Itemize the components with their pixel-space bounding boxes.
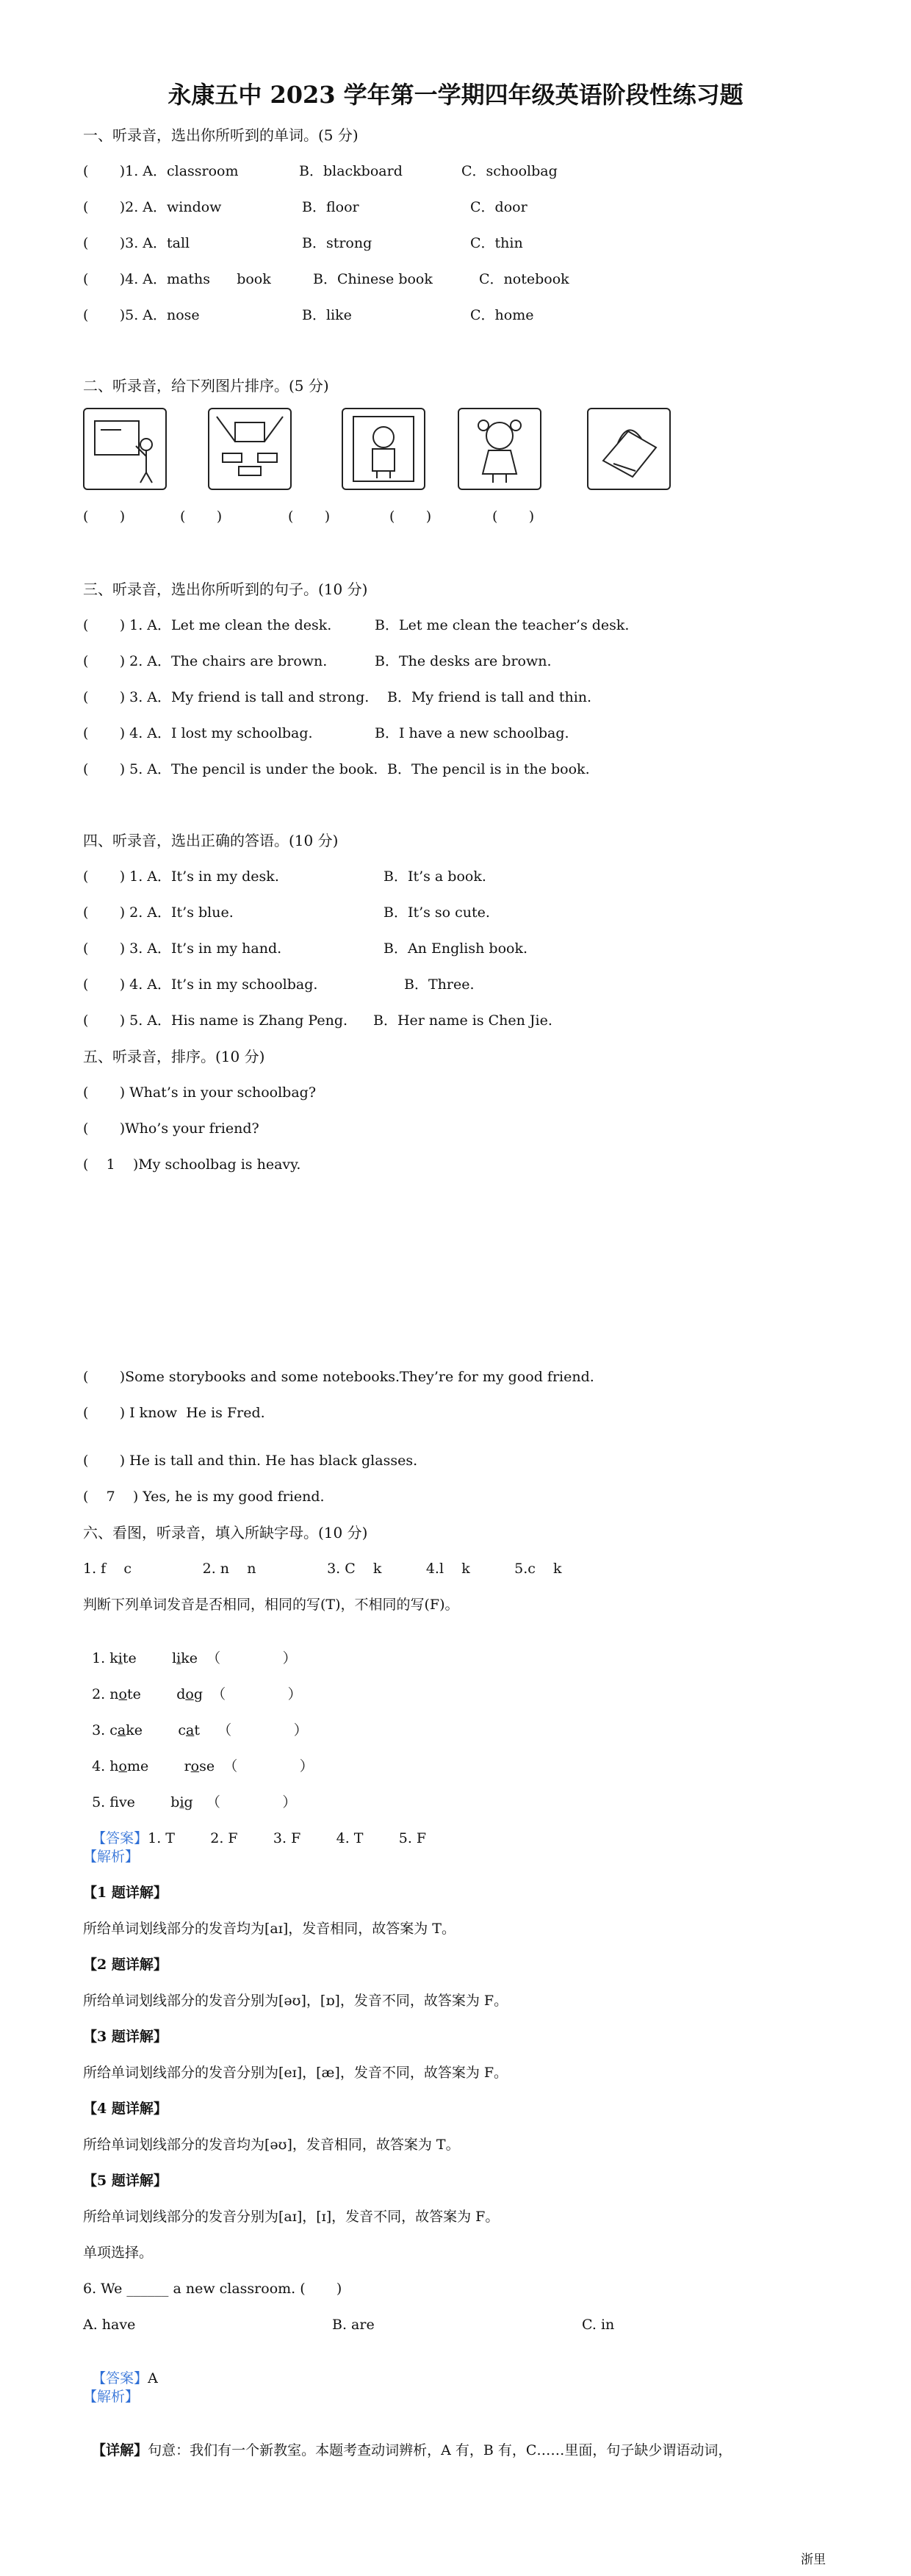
footer-text: 浙里	[801, 2552, 826, 2567]
s1-q5: ( )5. A．nose	[83, 307, 200, 323]
s1-q1-b: B．blackboard	[299, 163, 403, 179]
option-a: A. have	[83, 2317, 136, 2333]
s1-q3-c: C．thin	[470, 235, 523, 251]
s4-q3-b: B．An English book.	[384, 940, 528, 957]
section-1-heading: 一、听录音，选出你所听到的单词。(5 分)	[83, 126, 359, 144]
s4-q5-b: B．Her name is Chen Jie.	[373, 1012, 552, 1029]
s4-q2: ( ) 2. A．It’s blue.	[83, 904, 234, 921]
q6-answer-row: 【答案】A	[92, 2370, 158, 2386]
section-4-heading: 四、听录音，选出正确的答语。(10 分)	[83, 832, 339, 849]
s3-q1: ( ) 1. A．Let me clean the desk.	[83, 617, 332, 633]
s4-q2-b: B．It’s so cute.	[384, 904, 490, 921]
detail-text: 所给单词划线部分的发音分别为[aɪ]，[ɪ]，发音不同，故答案为 F。	[83, 2209, 500, 2225]
s4-q4-b: B．Three.	[404, 976, 475, 993]
page-title: 永康五中 2023 学年第一学期四年级英语阶段性练习题	[168, 81, 743, 109]
detail-heading: 【4 题详解】	[83, 2101, 168, 2117]
word-pair-row: 4. home rose （ ）	[92, 1758, 314, 1774]
option-b: B. are	[332, 2317, 375, 2333]
s1-q2-b: B．floor	[302, 199, 359, 215]
s3-q4: ( ) 4. A．I lost my schoolbag.	[83, 725, 313, 741]
s5-item: ( ) What’s in your schoolbag?	[83, 1084, 317, 1101]
answer-row	[83, 1812, 426, 1847]
judge-instruction: 判断下列单词发音是否相同，相同的写(T)，不相同的写(F)。	[83, 1597, 459, 1613]
section-5-heading: 五、听录音，排序。(10 分)	[83, 1048, 265, 1065]
analysis-label: 【解析】	[83, 1849, 140, 1865]
section-3-heading: 三、听录音，选出你所听到的句子。(10 分)	[83, 580, 368, 598]
s4-q1: ( ) 1. A．It’s in my desk.	[83, 868, 279, 885]
option-c: C. in	[582, 2317, 615, 2333]
picture-order-bracket[interactable]: ( )	[288, 508, 331, 525]
word-pair-row: 5. fve big （ ）	[92, 1794, 297, 1810]
picture-order-bracket[interactable]: ( )	[492, 508, 535, 525]
answer-text: 1. T 2. F 3. F 4. T 5. F	[148, 1830, 427, 1846]
s3-q5-b: B．The pencil is in the book.	[387, 761, 590, 777]
s4-q3: ( ) 3. A．It’s in my hand.	[83, 940, 282, 957]
detail-heading: 【3 题详解】	[83, 2029, 168, 2045]
s3-q5: ( ) 5. A．The pencil is under the book.	[83, 761, 378, 777]
detail-text: 所给单词划线部分的发音均为[əʊ]，发音相同，故答案为 T。	[83, 2137, 460, 2153]
missing-letters-row: 1. f c 2. n n 3. C k 4.l k 5.c k	[83, 1561, 562, 1577]
answer-label: 【答案】	[92, 1830, 148, 1846]
section-2-heading: 二、听录音，给下列图片排序。(5 分)	[83, 377, 329, 395]
s1-q3-b: B．strong	[302, 235, 372, 251]
s1-q4-b: B．Chinese book	[313, 271, 433, 287]
q6-detail: 【详解】句意：我们有一个新教室。本题考查动词辨析，A 有，B 有，C……里面，句子缺少谓语动词，	[92, 2442, 732, 2458]
s4-q4: ( ) 4. A．It’s in my schoolbag.	[83, 976, 318, 993]
s3-q4-b: B．I have a new schoolbag.	[375, 725, 569, 741]
s1-q5-b: B．like	[302, 307, 352, 323]
schoolbag-picture	[587, 408, 671, 490]
s1-q1-c: C．schoolbag	[461, 163, 558, 179]
s4-q1-b: B．It’s a book.	[384, 868, 486, 885]
s3-q1-b: B．Let me clean the teacher’s desk.	[375, 617, 630, 633]
s5-item: ( 1 )My schoolbag is heavy.	[83, 1156, 301, 1173]
s1-q3: ( )3. A．tall	[83, 235, 190, 251]
s4-q5: ( ) 5. A．His name is Zhang Peng.	[83, 1012, 348, 1029]
s1-q5-c: C．home	[470, 307, 534, 323]
single-choice-heading: 单项选择。	[83, 2245, 154, 2261]
detail-text: 所给单词划线部分的发音分别为[əʊ]，[ɒ]，发音不同，故答案为 F。	[83, 1993, 508, 2009]
s5-item: ( 7 ) Yes, he is my good friend.	[83, 1489, 325, 1505]
s5-item: ( ) He is tall and thin. He has black glasses.	[83, 1453, 418, 1469]
boy-picture	[342, 408, 425, 490]
s1-q2: ( )2. A．window	[83, 199, 222, 215]
word-pair-row: 3. cake cat （ ）	[92, 1722, 308, 1738]
picture-order-bracket[interactable]: ( )	[389, 508, 432, 525]
s3-q2-b: B．The desks are brown.	[375, 653, 552, 669]
detail-text: 所给单词划线部分的发音均为[aɪ]，发音相同，故答案为 T。	[83, 1921, 455, 1937]
s1-q2-c: C．door	[470, 199, 527, 215]
s3-q3: ( ) 3. A．My friend is tall and strong.	[83, 689, 370, 705]
s5-item: ( )Who’s your friend?	[83, 1120, 259, 1137]
s3-q2: ( ) 2. A．The chairs are brown.	[83, 653, 328, 669]
s1-q4: ( )4. A．maths book	[83, 271, 271, 287]
section-6-heading: 六、看图，听录音，填入所缺字母。(10 分)	[83, 1524, 368, 1541]
s5-item: ( )Some storybooks and some notebooks.They’re for my good friend.	[83, 1369, 594, 1385]
word-pair-row: 2. note dog （ ）	[92, 1686, 302, 1702]
s1-q1: ( )1. A．classroom	[83, 163, 239, 179]
question-6: 6. We ______ a new classroom. ( )	[83, 2281, 342, 2297]
girl-picture	[458, 408, 541, 490]
picture-order-bracket[interactable]: ( )	[180, 508, 223, 525]
detail-heading: 【5 题详解】	[83, 2173, 168, 2189]
s5-item: ( ) I know He is Fred.	[83, 1405, 265, 1421]
s1-q4-c: C．notebook	[479, 271, 569, 287]
detail-heading: 【2 题详解】	[83, 1957, 168, 1973]
classroom-picture	[208, 408, 292, 490]
s3-q3-b: B．My friend is tall and thin.	[387, 689, 592, 705]
picture-order-bracket[interactable]: ( )	[83, 508, 126, 525]
word-pair-row: 1. kite like （ ）	[92, 1650, 297, 1666]
q6-analysis-label: 【解析】	[83, 2389, 140, 2405]
blackboard-picture	[83, 408, 167, 490]
detail-heading: 【1 题详解】	[83, 1885, 168, 1901]
detail-text: 所给单词划线部分的发音分别为[eɪ]，[æ]，发音不同，故答案为 F。	[83, 2065, 508, 2081]
